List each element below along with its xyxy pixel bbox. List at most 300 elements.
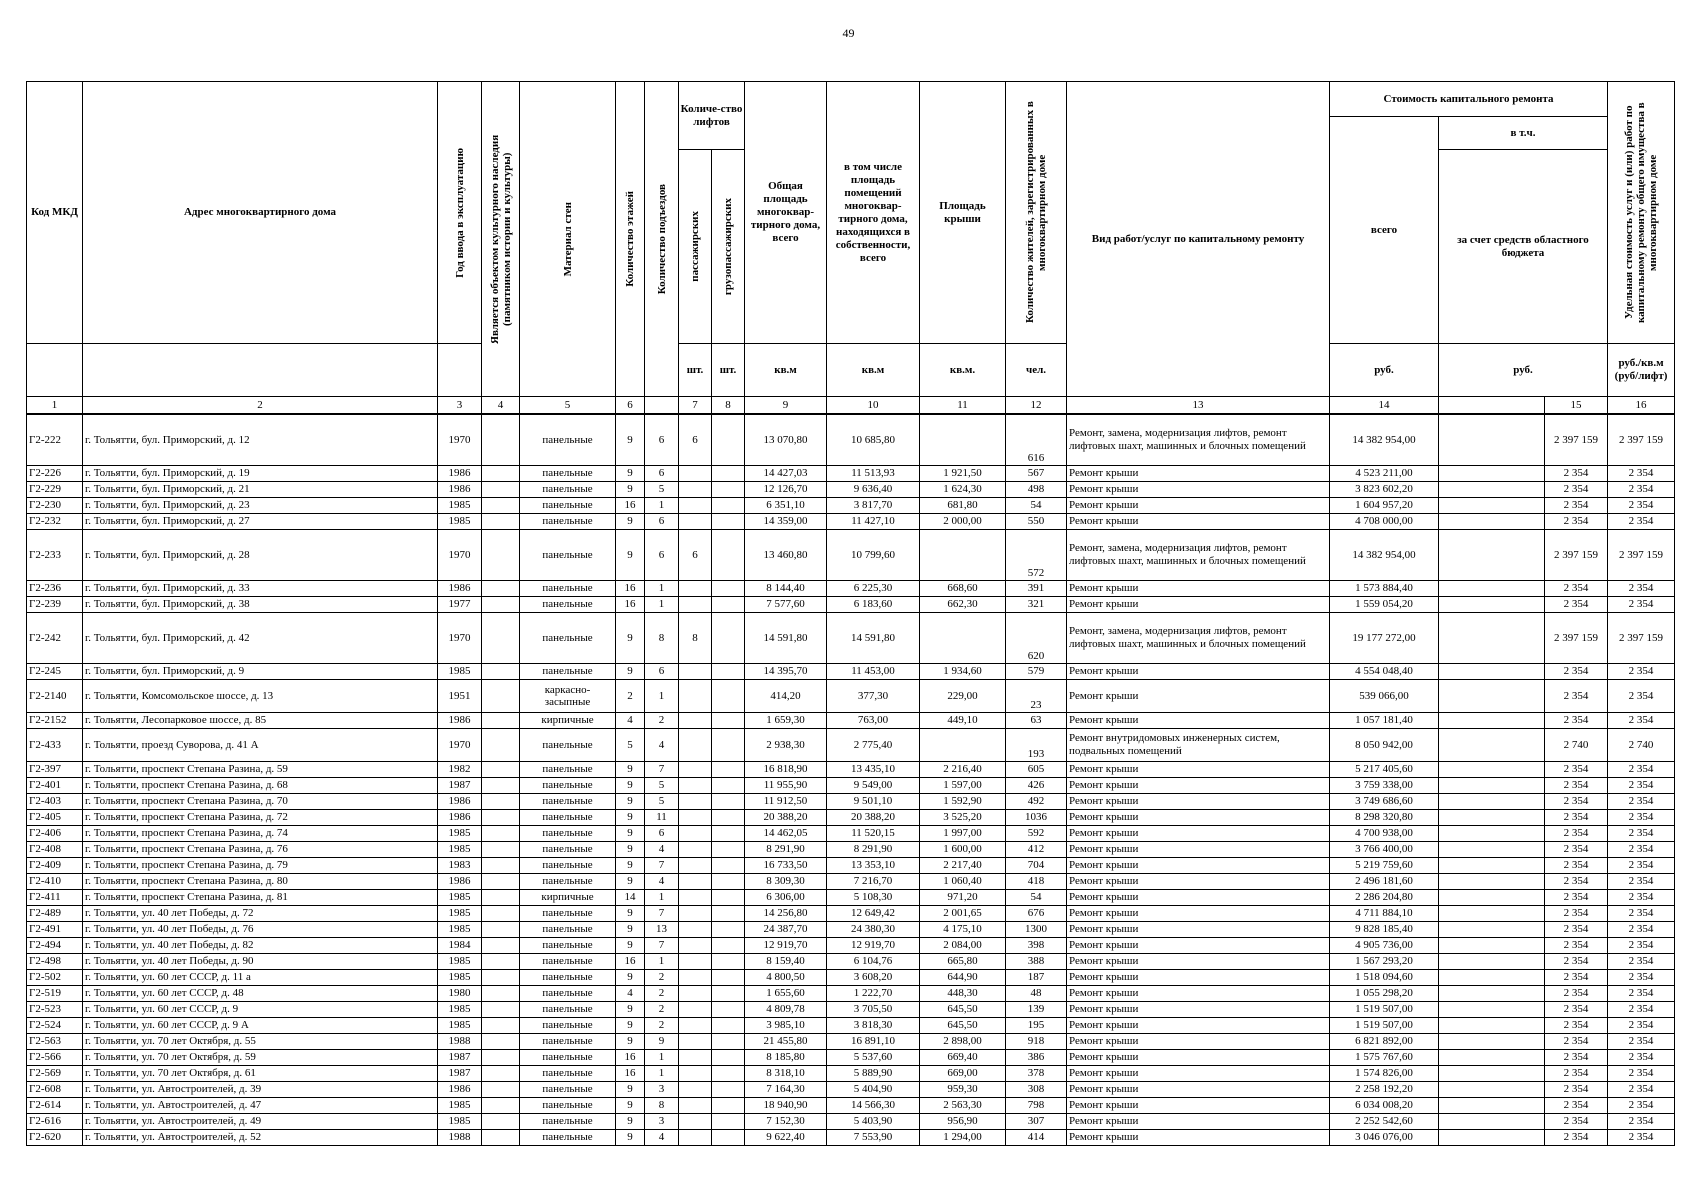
row-limit-cost: 2 354 [1608, 1066, 1675, 1082]
row-cost-total: 4 554 048,40 [1330, 664, 1439, 680]
row-address: г. Тольятти, бул. Приморский, д. 27 [83, 514, 438, 530]
row-owned-area: 3 818,30 [827, 1018, 920, 1034]
row-floors: 9 [616, 842, 645, 858]
row-work-type: Ремонт, замена, модернизация лифтов, ремонт лифтовых шахт, машинных и блочных помещений [1067, 613, 1330, 664]
row-residents: 572 [1006, 530, 1067, 581]
column-number: 16 [1608, 397, 1675, 415]
row-code: Г2-409 [27, 858, 83, 874]
row-unit-cost: 2 354 [1545, 826, 1608, 842]
row-cost-region [1439, 938, 1545, 954]
row-floors: 9 [616, 810, 645, 826]
table-row [27, 986, 1675, 1002]
row-address: г. Тольятти, бул. Приморский, д. 28 [83, 530, 438, 581]
row-lifts-pass [679, 1050, 712, 1066]
row-floors: 9 [616, 514, 645, 530]
row-floors: 9 [616, 482, 645, 498]
row-roof-area: 2 217,40 [920, 858, 1006, 874]
row-lifts-freight [712, 938, 745, 954]
row-lifts-pass [679, 890, 712, 906]
row-work-type: Ремонт крыши [1067, 1082, 1330, 1098]
row-year: 1985 [438, 922, 482, 938]
row-lifts-pass [679, 1002, 712, 1018]
row-owned-area: 3 608,20 [827, 970, 920, 986]
row-owned-area: 16 891,10 [827, 1034, 920, 1050]
row-total-area: 20 388,20 [745, 810, 827, 826]
row-owned-area: 377,30 [827, 680, 920, 713]
row-floors: 9 [616, 466, 645, 482]
row-total-area: 4 809,78 [745, 1002, 827, 1018]
row-unit-cost: 2 354 [1545, 1018, 1608, 1034]
row-year: 1982 [438, 762, 482, 778]
row-year: 1988 [438, 1130, 482, 1146]
row-heritage [482, 826, 520, 842]
row-work-type: Ремонт крыши [1067, 810, 1330, 826]
row-year: 1980 [438, 986, 482, 1002]
unit-owned-area: кв.м [827, 344, 920, 397]
column-number: 7 [679, 397, 712, 415]
row-owned-area: 7 553,90 [827, 1130, 920, 1146]
row-address: г. Тольятти, ул. 70 лет Октября, д. 61 [83, 1066, 438, 1082]
row-residents: 54 [1006, 498, 1067, 514]
row-residents: 1300 [1006, 922, 1067, 938]
row-total-area: 8 318,10 [745, 1066, 827, 1082]
row-address: г. Тольятти, ул. Автостроителей, д. 39 [83, 1082, 438, 1098]
row-lifts-freight [712, 874, 745, 890]
row-address: г. Тольятти, проспект Степана Разина, д. 72 [83, 810, 438, 826]
row-address: г. Тольятти, проспект Степана Разина, д. 74 [83, 826, 438, 842]
row-floors: 9 [616, 826, 645, 842]
row-entrances: 4 [645, 874, 679, 890]
row-entrances: 4 [645, 1130, 679, 1146]
row-cost-total: 1 057 181,40 [1330, 713, 1439, 729]
row-limit-cost: 2 354 [1608, 581, 1675, 597]
row-wall-material: панельные [520, 482, 616, 498]
row-lifts-freight [712, 1034, 745, 1050]
row-limit-cost: 2 354 [1608, 938, 1675, 954]
column-number: 15 [1545, 397, 1608, 415]
table-row [27, 922, 1675, 938]
row-cost-region [1439, 826, 1545, 842]
row-floors: 9 [616, 664, 645, 680]
row-year: 1986 [438, 466, 482, 482]
row-floors: 9 [616, 858, 645, 874]
row-heritage [482, 922, 520, 938]
row-work-type: Ремонт крыши [1067, 482, 1330, 498]
row-entrances: 5 [645, 794, 679, 810]
row-cost-total: 6 821 892,00 [1330, 1034, 1439, 1050]
column-number: 4 [482, 397, 520, 415]
header-cost-region: за счет средств областного бюджета [1439, 150, 1608, 344]
row-unit-cost: 2 354 [1545, 466, 1608, 482]
row-wall-material: панельные [520, 794, 616, 810]
row-unit-cost: 2 354 [1545, 970, 1608, 986]
row-roof-area: 1 597,00 [920, 778, 1006, 794]
row-owned-area: 5 403,90 [827, 1114, 920, 1130]
row-unit-cost: 2 354 [1545, 810, 1608, 826]
row-year: 1983 [438, 858, 482, 874]
row-work-type: Ремонт крыши [1067, 1066, 1330, 1082]
row-wall-material: панельные [520, 1098, 616, 1114]
row-owned-area: 6 104,76 [827, 954, 920, 970]
row-floors: 9 [616, 613, 645, 664]
row-lifts-freight [712, 906, 745, 922]
row-floors: 16 [616, 954, 645, 970]
row-lifts-pass [679, 858, 712, 874]
row-cost-region [1439, 664, 1545, 680]
row-residents: 676 [1006, 906, 1067, 922]
row-total-area: 14 359,00 [745, 514, 827, 530]
column-number: 3 [438, 397, 482, 415]
row-roof-area: 681,80 [920, 498, 1006, 514]
row-roof-area: 645,50 [920, 1018, 1006, 1034]
table-row [27, 954, 1675, 970]
row-total-area: 7 577,60 [745, 597, 827, 613]
row-heritage [482, 498, 520, 514]
row-code: Г2-245 [27, 664, 83, 680]
row-cost-total: 2 258 192,20 [1330, 1082, 1439, 1098]
row-work-type: Ремонт крыши [1067, 664, 1330, 680]
row-entrances: 3 [645, 1082, 679, 1098]
row-total-area: 3 985,10 [745, 1018, 827, 1034]
row-limit-cost: 2 354 [1608, 970, 1675, 986]
row-residents: 54 [1006, 890, 1067, 906]
row-cost-total: 1 519 507,00 [1330, 1018, 1439, 1034]
row-residents: 418 [1006, 874, 1067, 890]
row-lifts-pass [679, 729, 712, 762]
row-cost-total: 4 711 884,10 [1330, 906, 1439, 922]
header-code: Код МКД [27, 82, 83, 344]
row-floors: 9 [616, 414, 645, 466]
row-floors: 16 [616, 1066, 645, 1082]
row-address: г. Тольятти, проспект Степана Разина, д. 68 [83, 778, 438, 794]
row-work-type: Ремонт крыши [1067, 794, 1330, 810]
row-cost-total: 3 046 076,00 [1330, 1130, 1439, 1146]
row-limit-cost: 2 354 [1608, 597, 1675, 613]
row-cost-total: 2 252 542,60 [1330, 1114, 1439, 1130]
row-limit-cost: 2 354 [1608, 664, 1675, 680]
row-work-type: Ремонт крыши [1067, 762, 1330, 778]
row-floors: 9 [616, 938, 645, 954]
row-floors: 9 [616, 1002, 645, 1018]
table-row [27, 1066, 1675, 1082]
row-year: 1985 [438, 1114, 482, 1130]
table-row [27, 581, 1675, 597]
row-total-area: 16 733,50 [745, 858, 827, 874]
table-row [27, 1098, 1675, 1114]
row-floors: 4 [616, 986, 645, 1002]
row-year: 1986 [438, 581, 482, 597]
row-heritage [482, 597, 520, 613]
row-entrances: 11 [645, 810, 679, 826]
row-entrances: 2 [645, 1018, 679, 1034]
row-lifts-freight [712, 414, 745, 466]
row-lifts-freight [712, 466, 745, 482]
row-year: 1970 [438, 729, 482, 762]
row-unit-cost: 2 354 [1545, 1098, 1608, 1114]
row-unit-cost: 2 354 [1545, 1050, 1608, 1066]
row-wall-material: панельные [520, 1002, 616, 1018]
row-heritage [482, 664, 520, 680]
row-heritage [482, 762, 520, 778]
row-unit-cost: 2 354 [1545, 874, 1608, 890]
row-limit-cost: 2 740 [1608, 729, 1675, 762]
row-address: г. Тольятти, ул. Автостроителей, д. 49 [83, 1114, 438, 1130]
row-wall-material: панельные [520, 810, 616, 826]
row-code: Г2-406 [27, 826, 83, 842]
row-year: 1986 [438, 482, 482, 498]
row-heritage [482, 1034, 520, 1050]
row-work-type: Ремонт крыши [1067, 514, 1330, 530]
row-code: Г2-2152 [27, 713, 83, 729]
row-cost-region [1439, 1082, 1545, 1098]
row-total-area: 11 955,90 [745, 778, 827, 794]
row-owned-area: 11 453,00 [827, 664, 920, 680]
row-total-area: 8 309,30 [745, 874, 827, 890]
row-owned-area: 1 222,70 [827, 986, 920, 1002]
row-lifts-pass [679, 922, 712, 938]
row-lifts-freight [712, 890, 745, 906]
row-lifts-pass [679, 954, 712, 970]
row-code: Г2-524 [27, 1018, 83, 1034]
row-year: 1985 [438, 1098, 482, 1114]
row-entrances: 7 [645, 858, 679, 874]
row-address: г. Тольятти, бул. Приморский, д. 23 [83, 498, 438, 514]
row-cost-region [1439, 858, 1545, 874]
row-lifts-freight [712, 530, 745, 581]
row-unit-cost: 2 354 [1545, 581, 1608, 597]
row-cost-total: 1 518 094,60 [1330, 970, 1439, 986]
row-lifts-freight [712, 581, 745, 597]
row-code: Г2-232 [27, 514, 83, 530]
row-residents: 1036 [1006, 810, 1067, 826]
row-work-type: Ремонт крыши [1067, 1018, 1330, 1034]
row-total-area: 2 938,30 [745, 729, 827, 762]
row-lifts-pass [679, 664, 712, 680]
unit-roof-area: кв.м. [920, 344, 1006, 397]
row-floors: 5 [616, 729, 645, 762]
row-entrances: 4 [645, 842, 679, 858]
row-year: 1985 [438, 954, 482, 970]
column-number: 2 [83, 397, 438, 415]
row-floors: 9 [616, 794, 645, 810]
row-lifts-pass: 6 [679, 414, 712, 466]
row-residents: 798 [1006, 1098, 1067, 1114]
row-entrances: 6 [645, 466, 679, 482]
row-limit-cost: 2 354 [1608, 1018, 1675, 1034]
row-address: г. Тольятти, ул. Автостроителей, д. 47 [83, 1098, 438, 1114]
row-cost-region [1439, 922, 1545, 938]
row-code: Г2-616 [27, 1114, 83, 1130]
header-lifts: Количе-ство лифтов [679, 82, 745, 150]
row-unit-cost: 2 354 [1545, 597, 1608, 613]
row-lifts-freight [712, 810, 745, 826]
row-lifts-pass [679, 970, 712, 986]
row-lifts-pass [679, 713, 712, 729]
header-floors: Количество этажей [616, 82, 645, 397]
row-code: Г2-242 [27, 613, 83, 664]
row-residents: 918 [1006, 1034, 1067, 1050]
row-roof-area: 662,30 [920, 597, 1006, 613]
row-year: 1985 [438, 826, 482, 842]
row-total-area: 6 306,00 [745, 890, 827, 906]
row-floors: 9 [616, 1114, 645, 1130]
row-lifts-pass: 6 [679, 530, 712, 581]
row-cost-region [1439, 986, 1545, 1002]
row-limit-cost: 2 354 [1608, 794, 1675, 810]
row-roof-area: 2 898,00 [920, 1034, 1006, 1050]
row-heritage [482, 970, 520, 986]
row-roof-area: 971,20 [920, 890, 1006, 906]
row-year: 1984 [438, 938, 482, 954]
row-wall-material: панельные [520, 597, 616, 613]
row-lifts-pass [679, 1098, 712, 1114]
row-residents: 308 [1006, 1082, 1067, 1098]
row-residents: 398 [1006, 938, 1067, 954]
row-address: г. Тольятти, проезд Суворова, д. 41 А [83, 729, 438, 762]
row-owned-area: 8 291,90 [827, 842, 920, 858]
row-roof-area: 1 624,30 [920, 482, 1006, 498]
row-code: Г2-405 [27, 810, 83, 826]
row-work-type: Ремонт крыши [1067, 842, 1330, 858]
row-residents: 605 [1006, 762, 1067, 778]
table-row [27, 874, 1675, 890]
table-row [27, 1082, 1675, 1098]
row-wall-material: панельные [520, 466, 616, 482]
row-roof-area: 2 001,65 [920, 906, 1006, 922]
row-owned-area: 9 636,40 [827, 482, 920, 498]
row-total-area: 7 164,30 [745, 1082, 827, 1098]
row-year: 1985 [438, 906, 482, 922]
row-heritage [482, 842, 520, 858]
row-lifts-freight [712, 954, 745, 970]
row-owned-area: 5 404,90 [827, 1082, 920, 1098]
row-limit-cost: 2 354 [1608, 906, 1675, 922]
row-lifts-freight [712, 729, 745, 762]
row-wall-material: панельные [520, 826, 616, 842]
row-year: 1986 [438, 874, 482, 890]
row-roof-area: 956,90 [920, 1114, 1006, 1130]
row-address: г. Тольятти, ул. 60 лет СССР, д. 11 а [83, 970, 438, 986]
row-lifts-freight [712, 986, 745, 1002]
row-code: Г2-433 [27, 729, 83, 762]
row-work-type: Ремонт крыши [1067, 1002, 1330, 1018]
column-number [1439, 397, 1545, 415]
row-unit-cost: 2 354 [1545, 842, 1608, 858]
column-number: 12 [1006, 397, 1067, 415]
row-residents: 187 [1006, 970, 1067, 986]
row-entrances: 6 [645, 664, 679, 680]
repair-program-table [26, 81, 1675, 1146]
row-code: Г2-523 [27, 1002, 83, 1018]
row-entrances: 1 [645, 890, 679, 906]
row-residents: 492 [1006, 794, 1067, 810]
row-floors: 14 [616, 890, 645, 906]
row-cost-total: 8 050 942,00 [1330, 729, 1439, 762]
row-address: г. Тольятти, бул. Приморский, д. 21 [83, 482, 438, 498]
row-owned-area: 14 591,80 [827, 613, 920, 664]
row-lifts-freight [712, 498, 745, 514]
row-limit-cost: 2 354 [1608, 858, 1675, 874]
row-floors: 2 [616, 680, 645, 713]
row-address: г. Тольятти, проспект Степана Разина, д. 79 [83, 858, 438, 874]
row-total-area: 9 622,40 [745, 1130, 827, 1146]
row-lifts-freight [712, 1082, 745, 1098]
row-address: г. Тольятти, бул. Приморский, д. 12 [83, 414, 438, 466]
row-code: Г2-226 [27, 466, 83, 482]
row-code: Г2-563 [27, 1034, 83, 1050]
row-cost-total: 19 177 272,00 [1330, 613, 1439, 664]
table-row [27, 664, 1675, 680]
row-address: г. Тольятти, ул. 40 лет Победы, д. 76 [83, 922, 438, 938]
row-residents: 193 [1006, 729, 1067, 762]
column-number: 11 [920, 397, 1006, 415]
row-entrances: 4 [645, 729, 679, 762]
row-residents: 704 [1006, 858, 1067, 874]
page-number: 49 [842, 26, 855, 40]
row-heritage [482, 713, 520, 729]
row-heritage [482, 1066, 520, 1082]
row-roof-area: 644,90 [920, 970, 1006, 986]
row-residents: 412 [1006, 842, 1067, 858]
row-cost-region [1439, 466, 1545, 482]
row-entrances: 3 [645, 1114, 679, 1130]
row-lifts-pass [679, 1130, 712, 1146]
row-year: 1987 [438, 1050, 482, 1066]
header-owned-area: в том числе площадь помещений многоквар-тирного дома, находящихся в собственности, всего [827, 82, 920, 344]
row-unit-cost: 2 354 [1545, 1066, 1608, 1082]
column-number: 14 [1330, 397, 1439, 415]
row-unit-cost: 2 354 [1545, 858, 1608, 874]
row-work-type: Ремонт крыши [1067, 466, 1330, 482]
table-row [27, 530, 1675, 581]
row-cost-region [1439, 414, 1545, 466]
row-floors: 16 [616, 581, 645, 597]
row-entrances: 8 [645, 613, 679, 664]
row-heritage [482, 906, 520, 922]
row-entrances: 2 [645, 986, 679, 1002]
unit-cost-total: руб. [1330, 344, 1439, 397]
row-wall-material: панельные [520, 498, 616, 514]
column-number: 13 [1067, 397, 1330, 415]
row-owned-area: 13 435,10 [827, 762, 920, 778]
table-row [27, 597, 1675, 613]
row-total-area: 4 800,50 [745, 970, 827, 986]
row-lifts-freight [712, 482, 745, 498]
row-wall-material: панельные [520, 581, 616, 597]
row-residents: 48 [1006, 986, 1067, 1002]
row-heritage [482, 858, 520, 874]
row-floors: 9 [616, 530, 645, 581]
row-heritage [482, 986, 520, 1002]
row-unit-cost: 2 354 [1545, 938, 1608, 954]
table-row [27, 1034, 1675, 1050]
row-roof-area [920, 613, 1006, 664]
row-lifts-freight [712, 1018, 745, 1034]
row-code: Г2-222 [27, 414, 83, 466]
unit-year [438, 344, 482, 397]
row-work-type: Ремонт, замена, модернизация лифтов, ремонт лифтовых шахт, машинных и блочных помещений [1067, 414, 1330, 466]
row-year: 1986 [438, 794, 482, 810]
row-entrances: 2 [645, 713, 679, 729]
row-heritage [482, 514, 520, 530]
row-unit-cost: 2 354 [1545, 713, 1608, 729]
row-work-type: Ремонт крыши [1067, 890, 1330, 906]
row-unit-cost: 2 354 [1545, 1114, 1608, 1130]
row-work-type: Ремонт крыши [1067, 498, 1330, 514]
header-cost-incl: в т.ч. [1439, 117, 1608, 150]
row-wall-material: панельные [520, 613, 616, 664]
unit-total-area: кв.м [745, 344, 827, 397]
